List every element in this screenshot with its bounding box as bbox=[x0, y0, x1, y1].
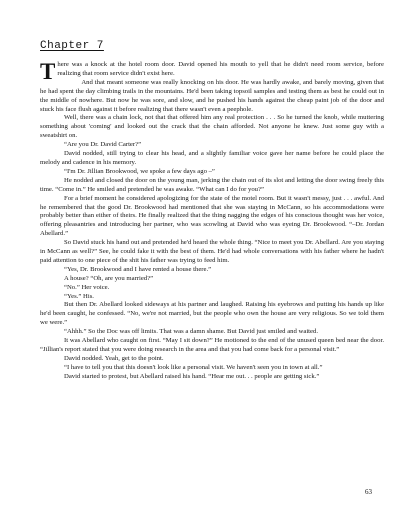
chapter-heading: Chapter 7 bbox=[40, 40, 104, 52]
paragraph: Well, there was a chain lock, not that that offered him any real protection . . . So he turned the knob, while muttering something about 'coming' and looked out the crack that the chain afforded. Not anyone he knew. Just some guy with a sweatshirt on. bbox=[40, 114, 384, 140]
paragraph: “Yes.” His. bbox=[64, 292, 94, 300]
paragraph: “Are you Dr. David Carter?” bbox=[64, 141, 142, 149]
paragraph: And that meant someone was really knocking on his door. He was hardly awake, and barely moving, given that he had spent the day climbing trails in the mountains. He'd been taking topsoil samples and testing them as best he could out in the middle of nowhere. But now he was sore, and slow, and he pushed his hands against the cheap paint job of the door and stuck his face flush against it before realizing that there wasn't even a peephole. bbox=[40, 78, 384, 113]
paragraph: But then Dr. Abellard looked sideways at his partner and laughed. Raising his eyebrows and putting his hands up like he'd been caught, he confessed. “No, we're not married, but the people who own the house are very religious. So we told them we were.” bbox=[40, 301, 384, 327]
drop-cap: T bbox=[40, 59, 56, 84]
paragraph bbox=[40, 59, 384, 84]
paragraph: “I'm Dr. Jillian Brookwood, we spoke a few days ago –” bbox=[64, 167, 215, 175]
paragraph: It was Abellard who caught on first. “May I sit down?” He motioned to the end of the unused queen bed near the door. “Jillian's report stated that you were doing research in the area and that you had come back for a personal visit.” bbox=[40, 337, 384, 353]
chapter-body bbox=[40, 61, 384, 382]
paragraph: David started to protest, but Abellard raised his hand. “Hear me out. . . people are getting sick.” bbox=[64, 372, 320, 380]
paragraph: A house? “Oh, are you married?” bbox=[64, 274, 154, 282]
paragraph: “Yes, Dr. Brookwood and I have rented a house there.” bbox=[64, 265, 212, 273]
paragraph: He nodded and closed the door on the young man, jerking the chain out of its slot and letting the door swing freely this time. “Come in.” He smiled and pretended he was awake. “What can I do for you?” bbox=[40, 176, 384, 193]
paragraph: So David stuck his hand out and pretended he'd heard the whole thing. “Nice to meet you Dr. Abellard. Are you staying in McCann as well?” See, he could fake it with the best of them. He'd had whole conversations with his father where he hadn't paid attention to one piece of the shit his father was trying to feed him. bbox=[40, 239, 384, 264]
paragraph: David nodded, still trying to clear his head, and a slightly familiar voice gave her name before he could place the melody and cadence in his memory. bbox=[40, 150, 384, 166]
paragraph: David nodded. Yeah, get to the point. bbox=[64, 354, 164, 362]
page-number: 63 bbox=[365, 488, 372, 496]
paragraph: “Ahhh.” So the Doc was off limits. That was a damn shame. But David just smiled and waited. bbox=[64, 328, 319, 336]
paragraph-text: here was a knock at the hotel room door. David opened his mouth to yell that he didn't need room service, before realizing that room service didn't exist here. bbox=[57, 61, 384, 77]
paragraph: “I have to tell you that this doesn't look like a personal visit. We haven't seen you in town at all.” bbox=[64, 363, 323, 371]
paragraph: “No.” Her voice. bbox=[64, 283, 110, 291]
paragraph: For a brief moment he considered apologizing for the state of the motel room. But it wasn't messy, just . . . awful. And he remembered that the good Dr. Brookwood had mentioned that she was staying in McCann, so his accommodations were probably better than either of theirs. He finally realized that the thing nagging the edges of his conscious thought was her voice, offering pleasantries and introducing her partner, who was scowling at David who was eyeing Dr. Brookwood. “–Dr. Jordan Abellard.” bbox=[40, 194, 384, 238]
